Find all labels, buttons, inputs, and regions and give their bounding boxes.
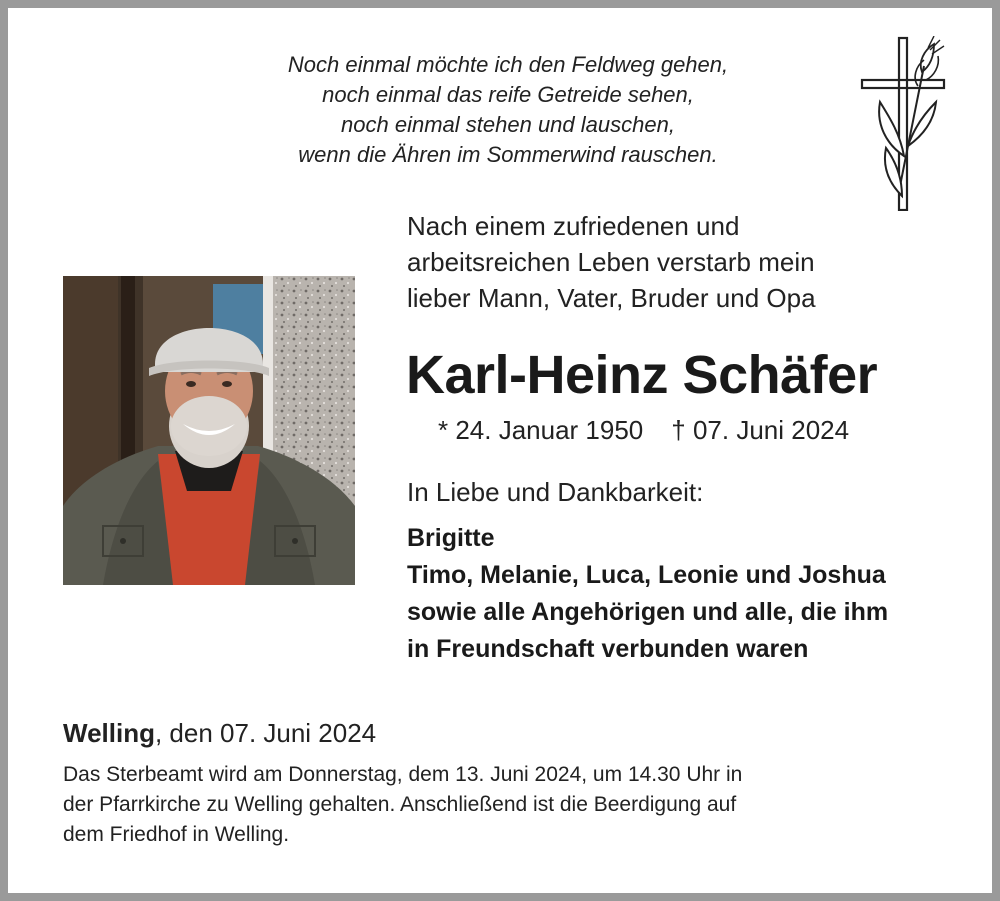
poem-line: wenn die Ähren im Sommerwind rauschen. [298, 142, 718, 167]
birth-date: * 24. Januar 1950 [438, 415, 644, 445]
intro-text [407, 208, 967, 316]
poem-line: noch einmal stehen und lauschen, [341, 112, 675, 137]
portrait-photo [63, 276, 355, 585]
deceased-name: Karl-Heinz Schäfer [406, 345, 878, 405]
intro-line: lieber Mann, Vater, Bruder und Opa [407, 283, 816, 313]
place-town: Welling [63, 718, 155, 748]
mourners-line: Brigitte [407, 524, 495, 552]
portrait-illustration [63, 276, 355, 585]
service-line: der Pfarrkirche zu Welling gehalten. Anschließend ist die Beerdigung auf [63, 793, 737, 816]
life-dates [438, 410, 978, 450]
intro-line: Nach einem zufriedenen und [407, 211, 740, 241]
obituary-notice [8, 8, 992, 893]
mourners-line: sowie alle Angehörigen und alle, die ihm [407, 598, 889, 626]
poem [188, 50, 828, 170]
place-date-line [63, 713, 963, 753]
death-date: † 07. Juni 2024 [671, 415, 850, 445]
poem-line: Noch einmal möchte ich den Feldweg gehen, [287, 52, 729, 77]
dedication-line: In Liebe und Dankbarkeit: [407, 477, 704, 507]
intro-line: arbeitsreichen Leben verstarb mein [407, 247, 815, 277]
poem-line: noch einmal das reife Getreide sehen, [322, 82, 694, 107]
service-line: dem Friedhof in Welling. [63, 823, 290, 846]
mourners-line: in Freundschaft verbunden waren [407, 635, 809, 663]
funeral-service-info [63, 760, 963, 850]
place-date: , den 07. Juni 2024 [154, 718, 377, 748]
mourners-list [407, 520, 982, 668]
service-line: Das Sterbeamt wird am Donnerstag, dem 13. Juni 2024, um 14.30 Uhr in [63, 763, 743, 786]
cross-with-wheat-icon [860, 36, 946, 211]
mourners-line: Timo, Melanie, Luca, Leonie und Joshua [407, 561, 886, 589]
